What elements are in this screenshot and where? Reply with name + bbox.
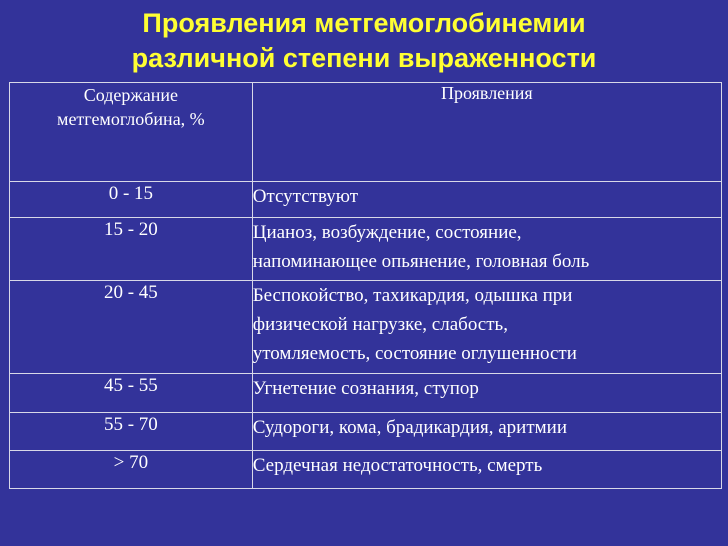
range-cell: 55 - 70	[10, 413, 253, 451]
table-row	[10, 451, 722, 489]
methemoglobin-table	[9, 82, 722, 489]
table-row	[10, 374, 722, 413]
slide-title	[0, 6, 728, 76]
table-header-row	[10, 83, 722, 182]
range-cell: > 70	[10, 451, 253, 489]
manifestations-cell: Судороги, кома, брадикардия, аритмии	[252, 413, 721, 451]
range-cell: 0 - 15	[10, 182, 253, 218]
manifestations-cell: Угнетение сознания, ступор	[252, 374, 721, 413]
table-row	[10, 413, 722, 451]
table-row	[10, 218, 722, 281]
header-manifestations: Проявления	[252, 83, 721, 182]
range-cell: 45 - 55	[10, 374, 253, 413]
table-row	[10, 281, 722, 374]
range-cell: 20 - 45	[10, 281, 253, 374]
manifestations-cell: Цианоз, возбуждение, состояние, напоминающее опьянение, головная боль	[252, 218, 721, 281]
title-line-2: различной степени выраженности	[131, 43, 597, 73]
manifestations-cell: Беспокойство, тахикардия, одышка при физической нагрузке, слабость, утомляемость, состояние оглушенности	[252, 281, 721, 374]
header-methemoglobin-content: Содержание метгемоглобина, %	[10, 83, 253, 182]
manifestations-cell: Отсутствуют	[252, 182, 721, 218]
range-cell: 15 - 20	[10, 218, 253, 281]
title-line-1: Проявления метгемоглобинемии	[142, 8, 586, 38]
manifestations-cell: Сердечная недостаточность, смерть	[252, 451, 721, 489]
table-row	[10, 182, 722, 218]
